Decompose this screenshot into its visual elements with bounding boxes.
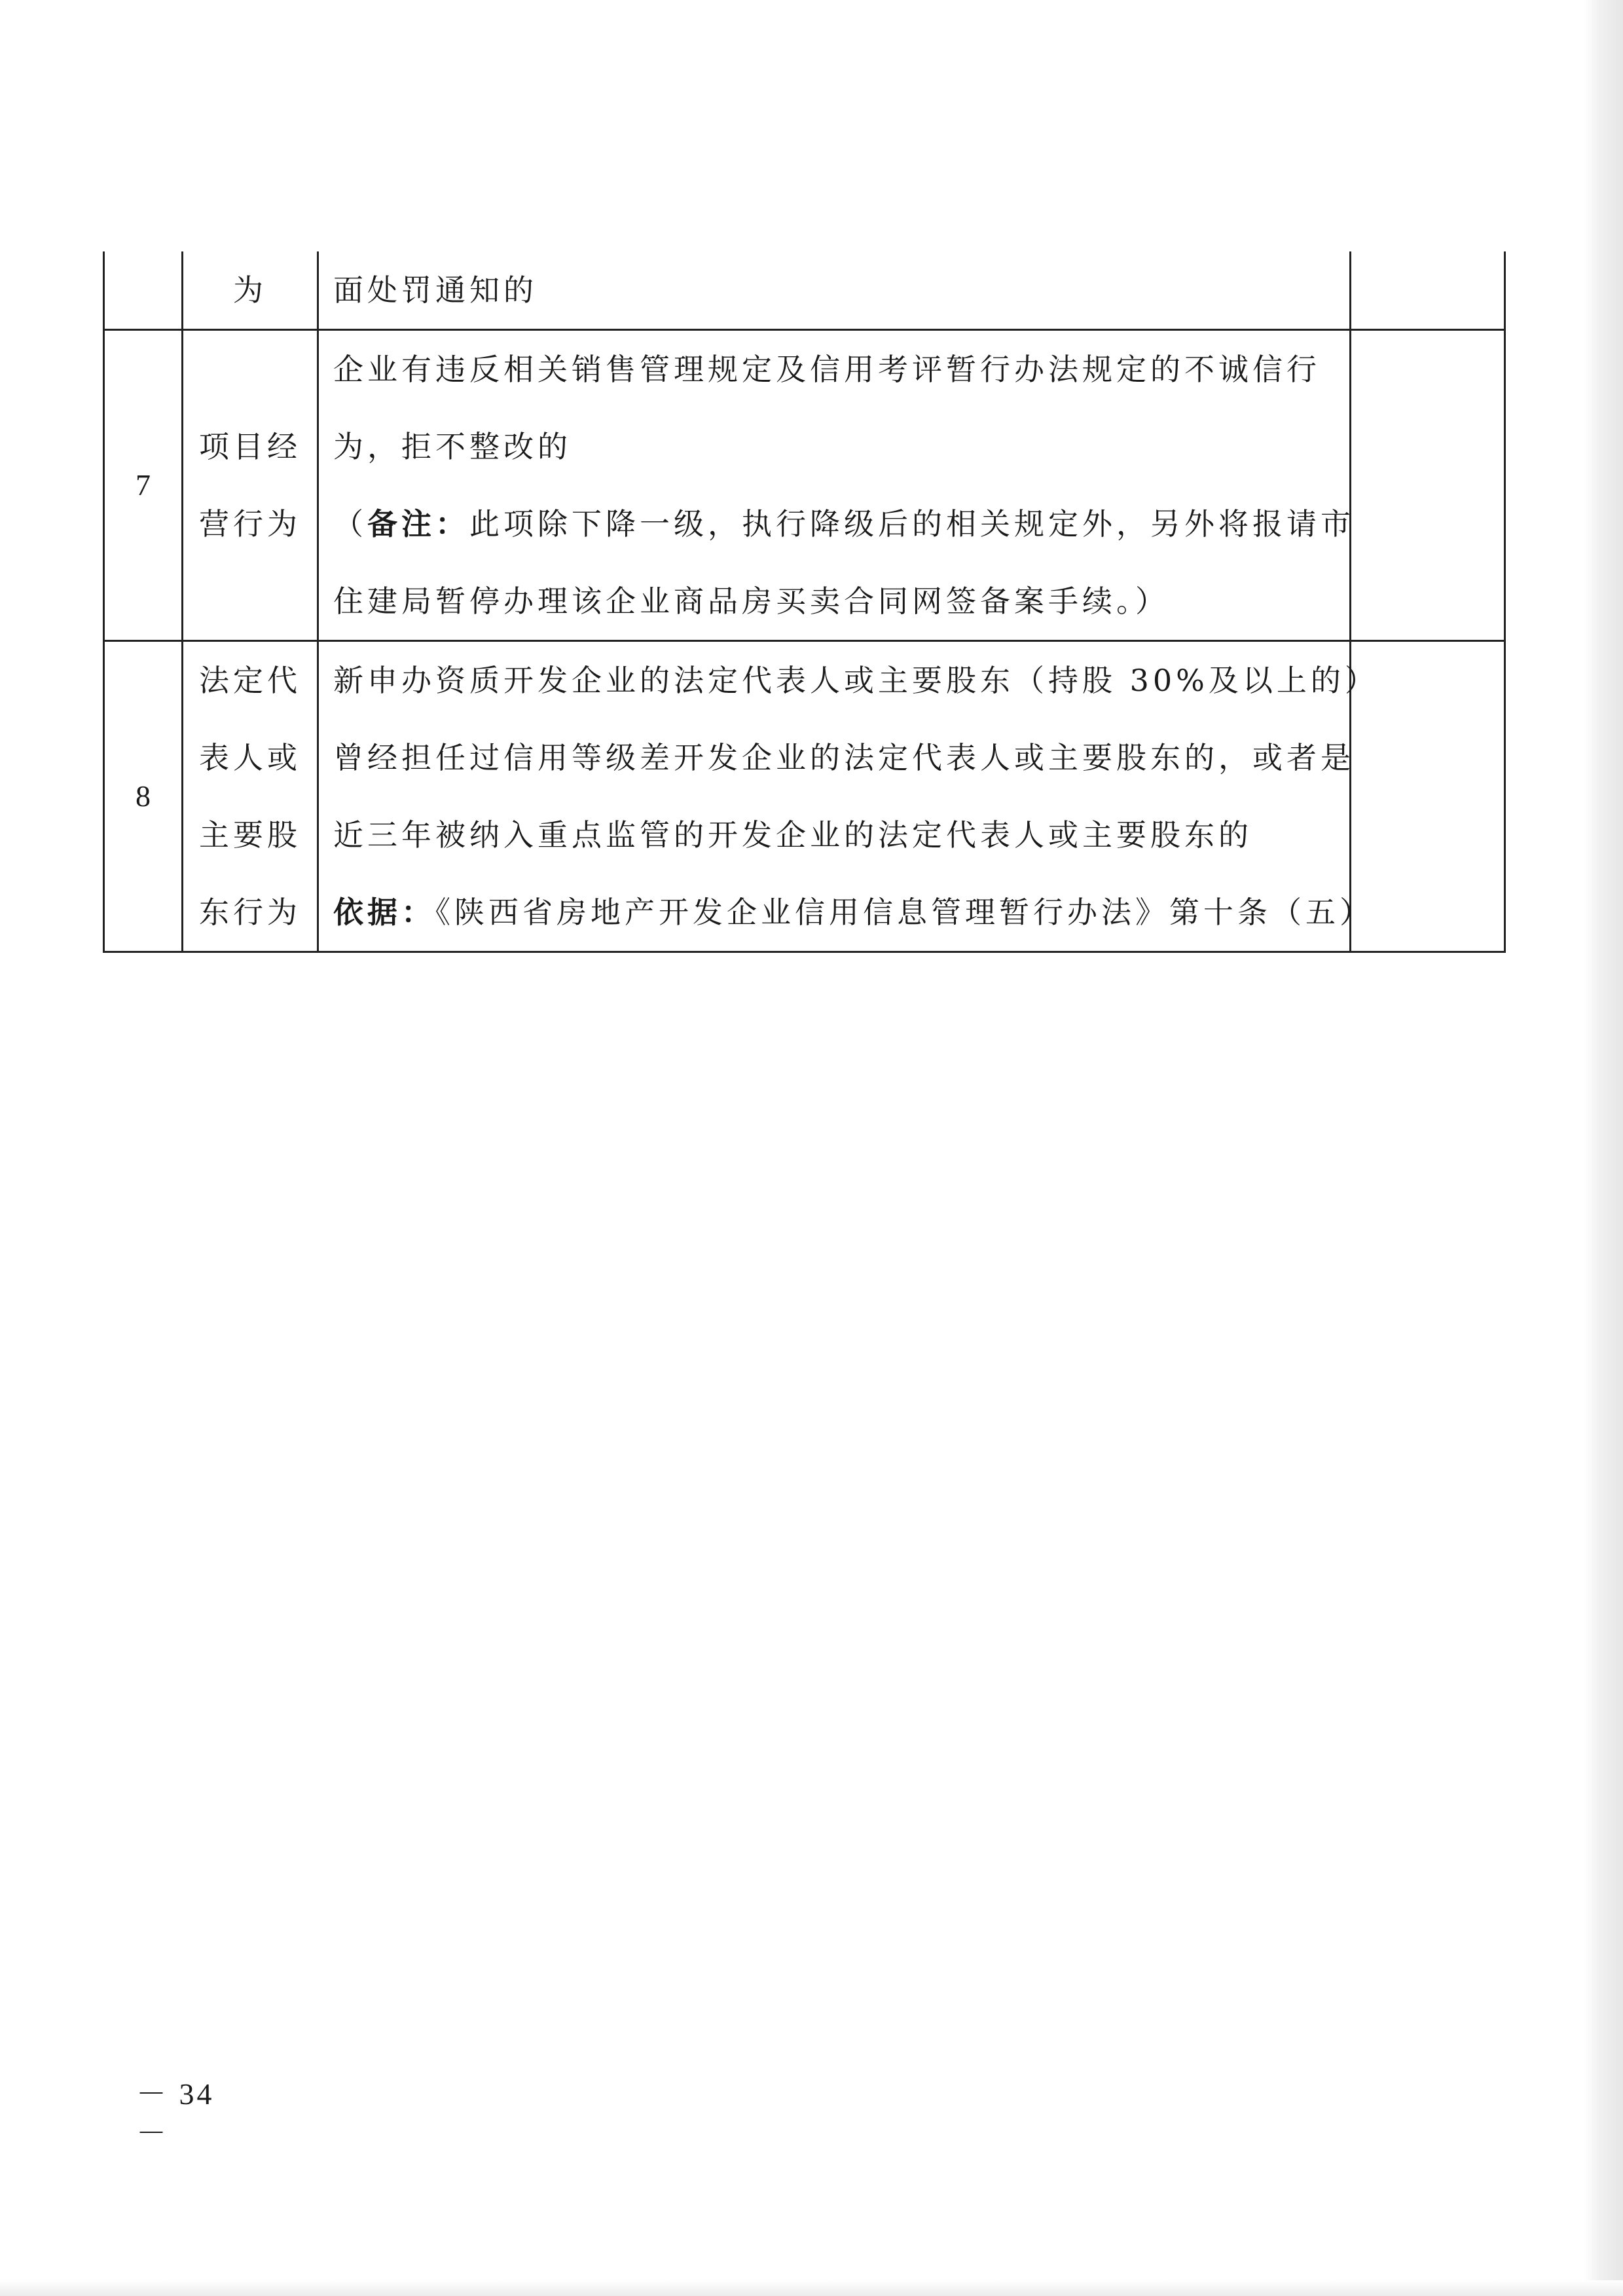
behavior-type-line: 法定代: [199, 663, 301, 698]
table-row: [104, 330, 1505, 641]
description-line: 近三年被纳入重点监管的开发企业的法定代表人或主要股东的: [333, 817, 1252, 853]
empty-cell: [1351, 330, 1505, 641]
empty-cell: [1351, 251, 1505, 330]
description-line: 曾经担任过信用等级差开发企业的法定代表人或主要股东的，或者是: [333, 740, 1355, 775]
description-line: 新申办资质开发企业的法定代表人或主要股东（持股 30%及以上的）: [333, 663, 1379, 698]
basis-line: [333, 874, 1374, 951]
behavior-type-line: 项目经: [199, 429, 301, 464]
row-number: [104, 251, 183, 330]
note-line: [333, 485, 1355, 563]
note-label: 备注：: [367, 506, 469, 542]
behavior-type: [183, 641, 318, 952]
behavior-type-line: 主要股: [199, 817, 301, 853]
behavior-type-line: 营行为: [199, 506, 301, 542]
description-line: 面处罚通知的: [333, 272, 538, 308]
table-row: [104, 251, 1505, 330]
scan-edge-shadow: [1584, 0, 1623, 2296]
basis-text: 《陕西省房地产开发企业信用信息管理暂行办法》第十条（五）: [435, 895, 1374, 930]
table-row: [104, 641, 1505, 952]
behavior-type-line: 为: [233, 272, 267, 308]
note-open-paren: （: [333, 506, 367, 542]
note-text: 此项除下降一级，执行降级后的相关规定外，另外将报请市: [469, 506, 1355, 542]
description-line: 企业有违反相关销售管理规定及信用考评暂行办法规定的不诚信行: [333, 352, 1321, 387]
behavior-type-line: 东行为: [199, 895, 301, 930]
description-line: 为，拒不整改的: [333, 429, 572, 464]
credit-rules-table: [103, 251, 1506, 953]
note-line: 住建局暂停办理该企业商品房买卖合同网签备案手续。）: [333, 583, 1169, 619]
scan-bottom-edge: [0, 2280, 1623, 2296]
behavior-type-line: 表人或: [199, 740, 301, 775]
behavior-type: [183, 330, 318, 641]
behavior-description: [318, 330, 1355, 641]
row-number: 7: [104, 330, 183, 641]
behavior-description: [318, 641, 1379, 952]
page-number: － 34 －: [136, 2077, 215, 2150]
row-number: 8: [104, 641, 183, 952]
behavior-type: [183, 251, 318, 330]
basis-label: 依据：: [333, 895, 435, 930]
behavior-description: [318, 251, 1351, 330]
